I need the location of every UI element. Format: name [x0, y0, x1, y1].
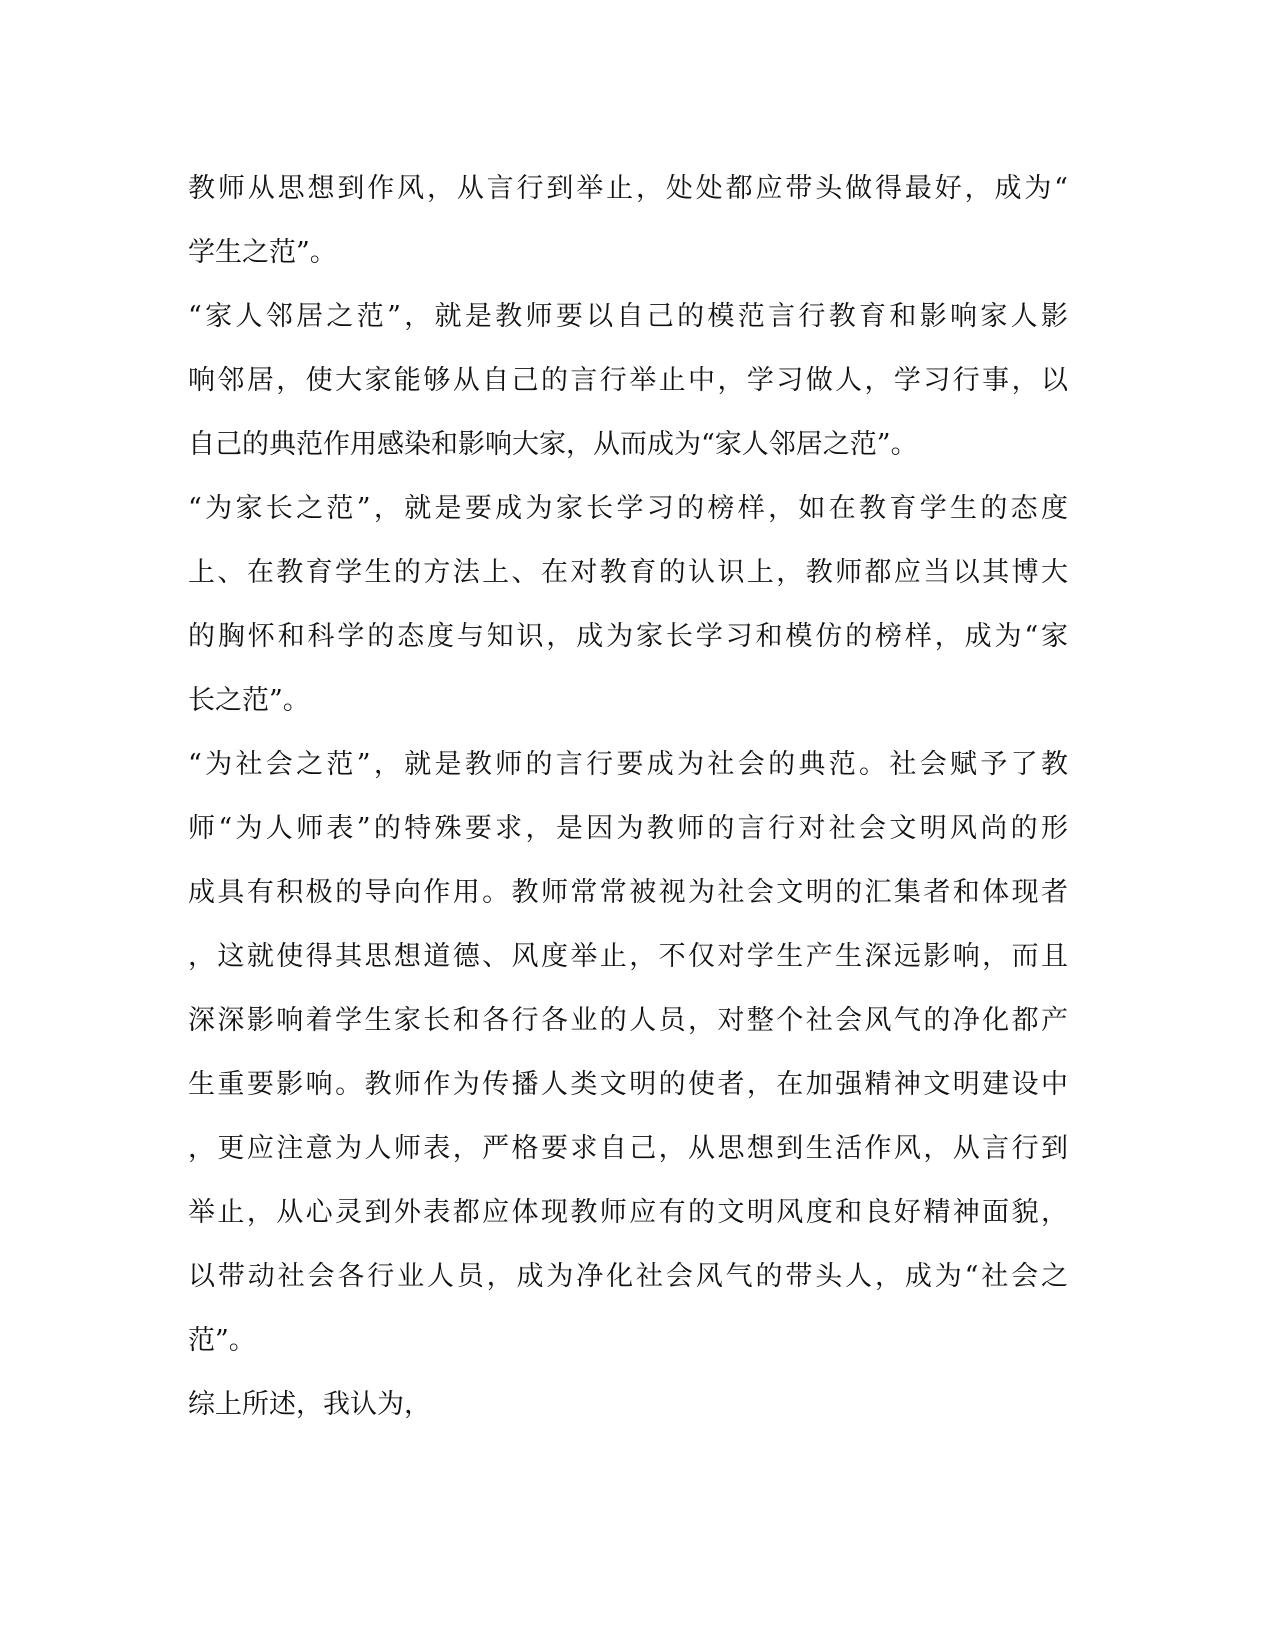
text-line: 师“为人师表”的特殊要求，是因为教师的言行对社会文明风尚的形: [188, 813, 1068, 844]
text-line: 自己的典范作用感染和影响大家，从而成为“家人邻居之范”。: [188, 429, 918, 460]
text-line: “为社会之范”，就是教师的言行要成为社会的典范。社会赋予了教: [188, 749, 1068, 780]
text-line: 上、在教育学生的方法上、在对教育的认识上，教师都应当以其博大: [188, 557, 1068, 588]
text-line: 响邻居，使大家能够从自己的言行举止中，学习做人，学习行事，以: [188, 365, 1068, 396]
text-line: “为家长之范”，就是要成为家长学习的榜样，如在教育学生的态度: [188, 493, 1068, 524]
text-line: ，这就使得其思想道德、风度举止，不仅对学生产生深远影响，而且: [188, 941, 1068, 972]
text-line: 举止，从心灵到外表都应体现教师应有的文明风度和良好精神面貌，: [188, 1197, 1068, 1228]
text-line: 学生之范”。: [188, 237, 337, 268]
text-line: ，更应注意为人师表，严格要求自己，从思想到生活作风，从言行到: [188, 1133, 1068, 1164]
text-line: 的胸怀和科学的态度与知识，成为家长学习和模仿的榜样，成为“家: [188, 621, 1068, 652]
text-line: 长之范”。: [188, 685, 310, 716]
text-line: 成具有积极的导向作用。教师常常被视为社会文明的汇集者和体现者: [188, 877, 1068, 908]
text-line: 生重要影响。教师作为传播人类文明的使者，在加强精神文明建设中: [188, 1069, 1068, 1100]
text-line: 以带动社会各行业人员，成为净化社会风气的带头人，成为“社会之: [188, 1261, 1068, 1292]
text-line: 深深影响着学生家长和各行各业的人员，对整个社会风气的净化都产: [188, 1005, 1068, 1036]
text-line: 范”。: [188, 1325, 256, 1356]
text-line: 教师从思想到作风，从言行到举止，处处都应带头做得最好，成为“: [188, 173, 1068, 204]
text-line: 综上所述，我认为，: [188, 1389, 431, 1420]
body-text: [188, 157, 1068, 1437]
text-line: “家人邻居之范”，就是教师要以自己的模范言行教育和影响家人影: [188, 301, 1068, 332]
